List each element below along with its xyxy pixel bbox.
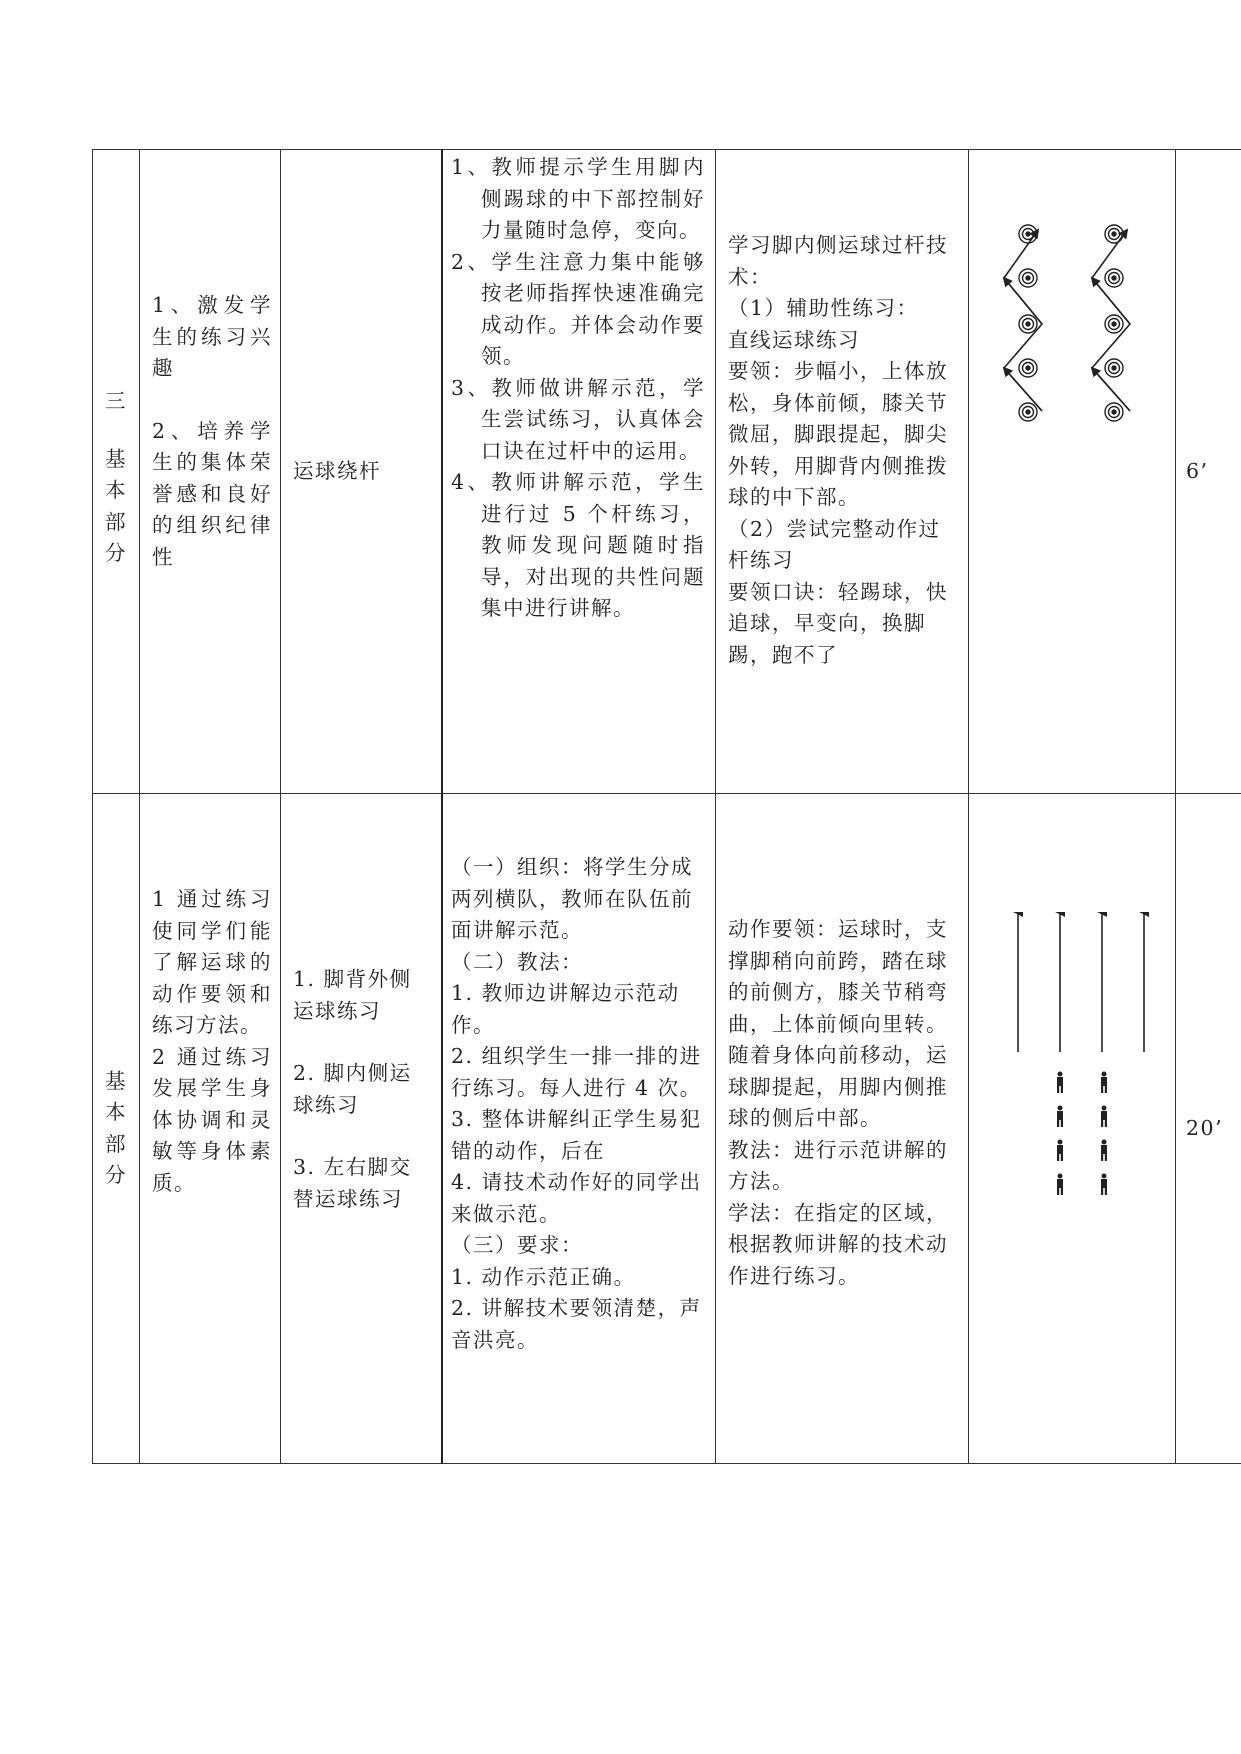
zigzag-dribble-diagram <box>969 150 1176 794</box>
content-item: 3. 左右脚交替运球练习 <box>293 1155 412 1211</box>
section-char: 本 <box>105 1100 127 1124</box>
goal-item: 1 通过练习使同学们能了解运球的动作要领和练习方法。 <box>152 887 272 1037</box>
table-row <box>93 150 1241 794</box>
table-row <box>93 794 1241 1464</box>
section-char: 分 <box>105 541 127 565</box>
section-char: 三 <box>105 389 127 413</box>
student-line: 直线运球练习 <box>728 327 860 352</box>
student-line: 要领：步幅小，上体放松，身体前倾，膝关节微屈，脚跟提起，脚尖外转，用脚背内侧推拨球的中下部。 <box>728 359 948 509</box>
person-icon <box>1057 1072 1107 1196</box>
goal-item: 2、培养学生的集体荣誉感和良好的组织纪律性 <box>152 418 272 569</box>
teaching-goals <box>140 794 281 1464</box>
student-line: 学习脚内侧运球过杆技术： <box>728 233 948 289</box>
student-activity <box>716 150 969 794</box>
diagram-svg <box>982 912 1162 1202</box>
duration: 20’ <box>1176 794 1241 1464</box>
teacher-step: 2、学生注意力集中能够按老师指挥快速准确完成动作。并体会动作要领。 <box>451 249 705 368</box>
content-item: 2. 脚内侧运球练习 <box>293 1061 412 1117</box>
student-line: （1）辅助性练习： <box>728 296 919 320</box>
section-char: 分 <box>105 1163 127 1187</box>
student-line: 要领口诀：轻踢球，快追球，早变向，换脚踢，跑不了 <box>728 579 948 667</box>
teacher-activity <box>442 794 716 1464</box>
teacher-step: （三）要求： <box>451 1233 583 1257</box>
goal-item: 2 通过练习发展学生身体协调和灵敏等身体素质。 <box>152 1044 272 1195</box>
teacher-step: （二）教法： <box>451 949 583 974</box>
teacher-step: （一）组织：将学生分成两列横队，教师在队伍前面讲解示范。 <box>451 855 693 942</box>
student-line: 动作要领：运球时，支撑脚稍向前跨，踏在球的前侧方，膝关节稍弯曲，上体前倾向里转。随着身体向前移动，运球脚提起，用脚内侧推球的侧后中部。 <box>728 917 948 1130</box>
section-char: 基 <box>105 446 127 471</box>
diagram-svg <box>982 218 1162 428</box>
student-line: 学法：在指定的区域，根据教师讲解的技术动作进行练习。 <box>728 1200 948 1288</box>
teacher-step: 3. 整体讲解纠正学生易犯错的动作，后在 <box>451 1107 702 1163</box>
teacher-step: 1. 动作示范正确。 <box>451 1264 636 1289</box>
zigzag-path-right <box>1092 230 1130 411</box>
goal-item: 1、激发学生的练习兴趣 <box>152 293 272 380</box>
section-label <box>93 794 140 1464</box>
teaching-content <box>281 150 443 794</box>
spacer <box>152 385 272 416</box>
teacher-step: 4、教师讲解示范，学生进行过 5 个杆练习，教师发现问题随时指导，对出现的共性问题集中进行讲解。 <box>451 470 705 620</box>
student-line: （2）尝试完整动作过杆练习 <box>728 516 941 572</box>
teaching-goals <box>140 150 281 794</box>
target-icon <box>1019 225 1123 421</box>
teacher-step: 2. 讲解技术要领清楚，声音洪亮。 <box>451 1296 702 1352</box>
content-item: 1. 脚背外侧运球练习 <box>293 967 412 1023</box>
arrow-up-icon <box>1018 912 1144 1052</box>
section-char: 本 <box>105 478 127 502</box>
section-char: 部 <box>105 1131 127 1156</box>
formation-diagram <box>969 794 1176 1464</box>
content-item: 运球绕杆 <box>293 458 381 483</box>
lesson-plan-table <box>92 149 1241 1464</box>
duration: 6’ <box>1176 150 1241 794</box>
teacher-activity <box>442 150 716 794</box>
teacher-step: 4. 请技术动作好的同学出来做示范。 <box>451 1170 702 1226</box>
teacher-step: 2. 组织学生一排一排的进行练习。每人进行 4 次。 <box>451 1044 702 1100</box>
spacer <box>93 418 139 444</box>
student-line: 教法：进行示范讲解的方法。 <box>728 1137 948 1193</box>
section-char: 基 <box>105 1068 127 1093</box>
teacher-step: 1. 教师边讲解边示范动作。 <box>451 981 680 1037</box>
teacher-step: 3、教师做讲解示范，学生尝试练习，认真体会口诀在过杆中的运用。 <box>451 375 705 463</box>
spacer <box>293 1027 431 1058</box>
spacer <box>293 1121 431 1152</box>
teaching-content <box>281 794 443 1464</box>
teacher-step: 1、教师提示学生用脚内侧踢球的中下部控制好力量随时急停，变向。 <box>451 155 705 242</box>
section-char: 部 <box>105 509 127 534</box>
section-label <box>93 150 140 794</box>
student-activity <box>716 794 969 1464</box>
